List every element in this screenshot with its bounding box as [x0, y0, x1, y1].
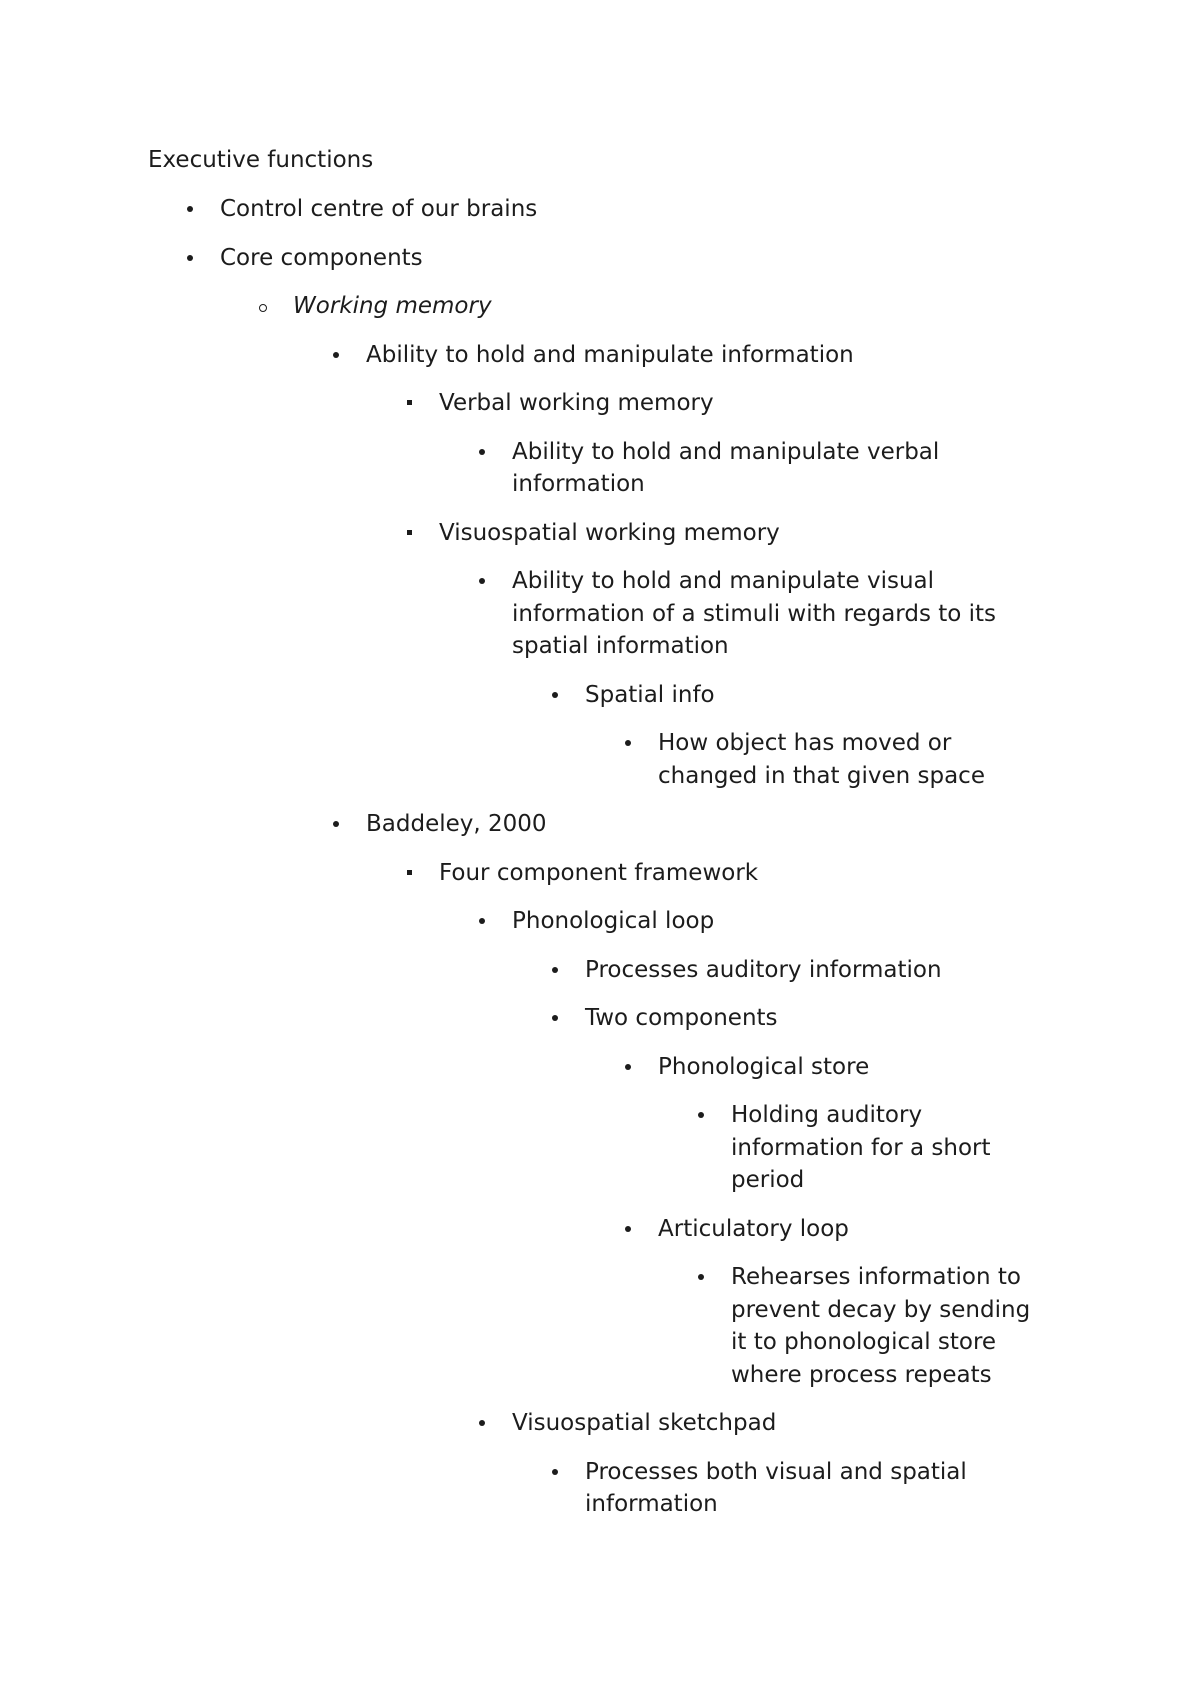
dot-bullet-icon — [613, 1051, 643, 1084]
square-bullet-icon — [394, 387, 424, 420]
list-item-text: Holding auditory information for a short period — [731, 1102, 991, 1193]
list-item-text: Two components — [585, 1005, 778, 1031]
list-item-text: Ability to hold and manipulate information — [366, 341, 854, 368]
dot-bullet-icon — [467, 1407, 497, 1440]
list-item-text: Processes auditory information — [585, 956, 942, 983]
list-item-text: Ability to hold and manipulate visual information of a stimuli with regards to its spatial information — [512, 568, 997, 659]
list-item-text: Four component framework — [439, 859, 759, 886]
list-item-text: Phonological loop — [512, 908, 715, 934]
document-heading: Executive functions — [148, 147, 374, 173]
circle-bullet-icon — [248, 290, 278, 323]
dot-bullet-icon — [467, 565, 497, 598]
square-bullet-icon — [394, 857, 424, 890]
list-item-text: Ability to hold and manipulate verbal information — [512, 438, 940, 497]
dot-bullet-icon — [321, 808, 351, 841]
list-item-text: Core components — [220, 244, 423, 271]
dot-bullet-icon — [613, 1213, 643, 1246]
list-item-text: Processes both visual and spatial information — [585, 1458, 967, 1517]
dot-bullet-icon — [540, 1002, 570, 1035]
square-bullet-icon — [394, 517, 424, 550]
dot-bullet-icon — [175, 193, 205, 226]
list-item-text: Working memory — [293, 293, 492, 319]
list-item-text: Visuospatial working memory — [439, 519, 780, 546]
list-item-text: Control centre of our brains — [220, 196, 538, 222]
list-item-text: Visuospatial sketchpad — [512, 1410, 777, 1436]
list-item-text: How object has moved or changed in that given space — [658, 730, 985, 789]
list-item-text: Spatial info — [585, 681, 715, 708]
dot-bullet-icon — [686, 1099, 716, 1132]
dot-bullet-icon — [540, 954, 570, 987]
list-item-text: Baddeley, 2000 — [366, 811, 547, 837]
list-item-text: Articulatory loop — [658, 1215, 849, 1242]
list-item-text: Phonological store — [658, 1053, 870, 1080]
dot-bullet-icon — [175, 242, 205, 275]
dot-bullet-icon — [540, 679, 570, 712]
list-item-text: Rehearses information to prevent decay by sending it to phonological store where process repeats — [731, 1264, 1031, 1388]
dot-bullet-icon — [686, 1261, 716, 1294]
dot-bullet-icon — [467, 436, 497, 469]
list-item-text: Verbal working memory — [439, 390, 714, 416]
dot-bullet-icon — [613, 727, 643, 760]
dot-bullet-icon — [540, 1456, 570, 1489]
dot-bullet-icon — [321, 339, 351, 372]
dot-bullet-icon — [467, 905, 497, 938]
